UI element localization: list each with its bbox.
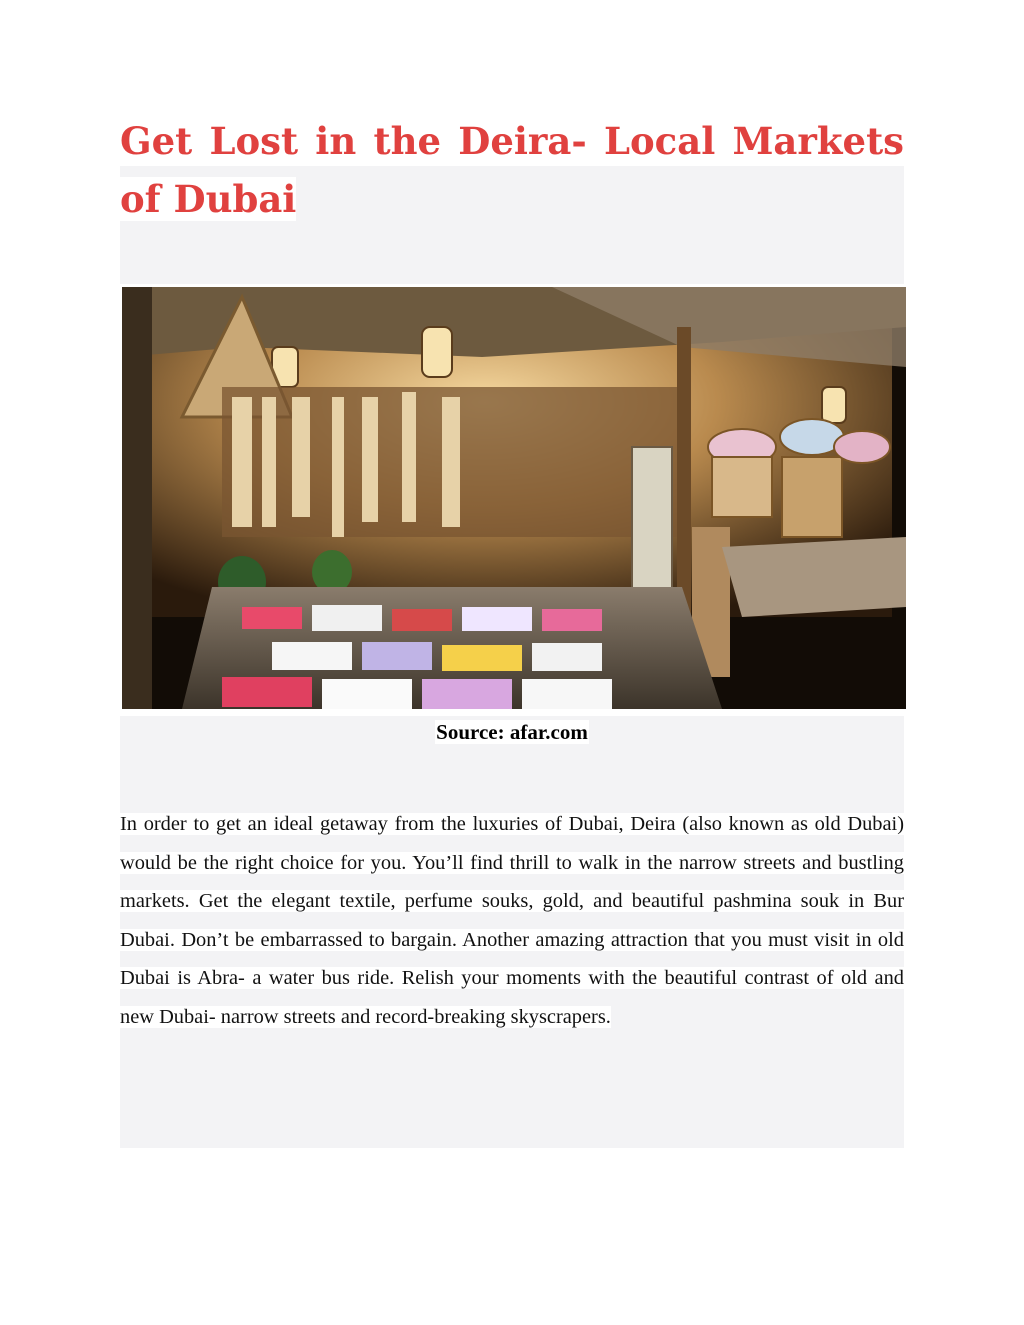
body-paragraph-text: In order to get an ideal getaway from the luxuries of Dubai, Deira (also known as old Dubai) would be the right choice for you. You’ll find thrill to walk in the narrow streets and bustling markets. Get the elegant textile, perfume souks, gold, and beautiful pashmina souk in Bur Dubai. Don’t be embarrassed to bargain. Another amazing attraction that you must visit in old Dubai is Abra- a water bus ride. Relish your moments with the beautiful contrast of old and new Dubai- narrow streets and record-breaking skyscrapers. xyxy=(120,813,904,1028)
page-title-text: Get Lost in the Deira- Local Markets of Dubai xyxy=(120,119,904,221)
market-stall-illustration xyxy=(122,287,906,709)
body-paragraph xyxy=(120,805,904,1037)
photo-caption-text: Source: afar.com xyxy=(436,720,588,744)
page-title xyxy=(120,112,904,228)
market-stall-photo xyxy=(122,287,906,709)
photo-caption xyxy=(120,718,904,746)
